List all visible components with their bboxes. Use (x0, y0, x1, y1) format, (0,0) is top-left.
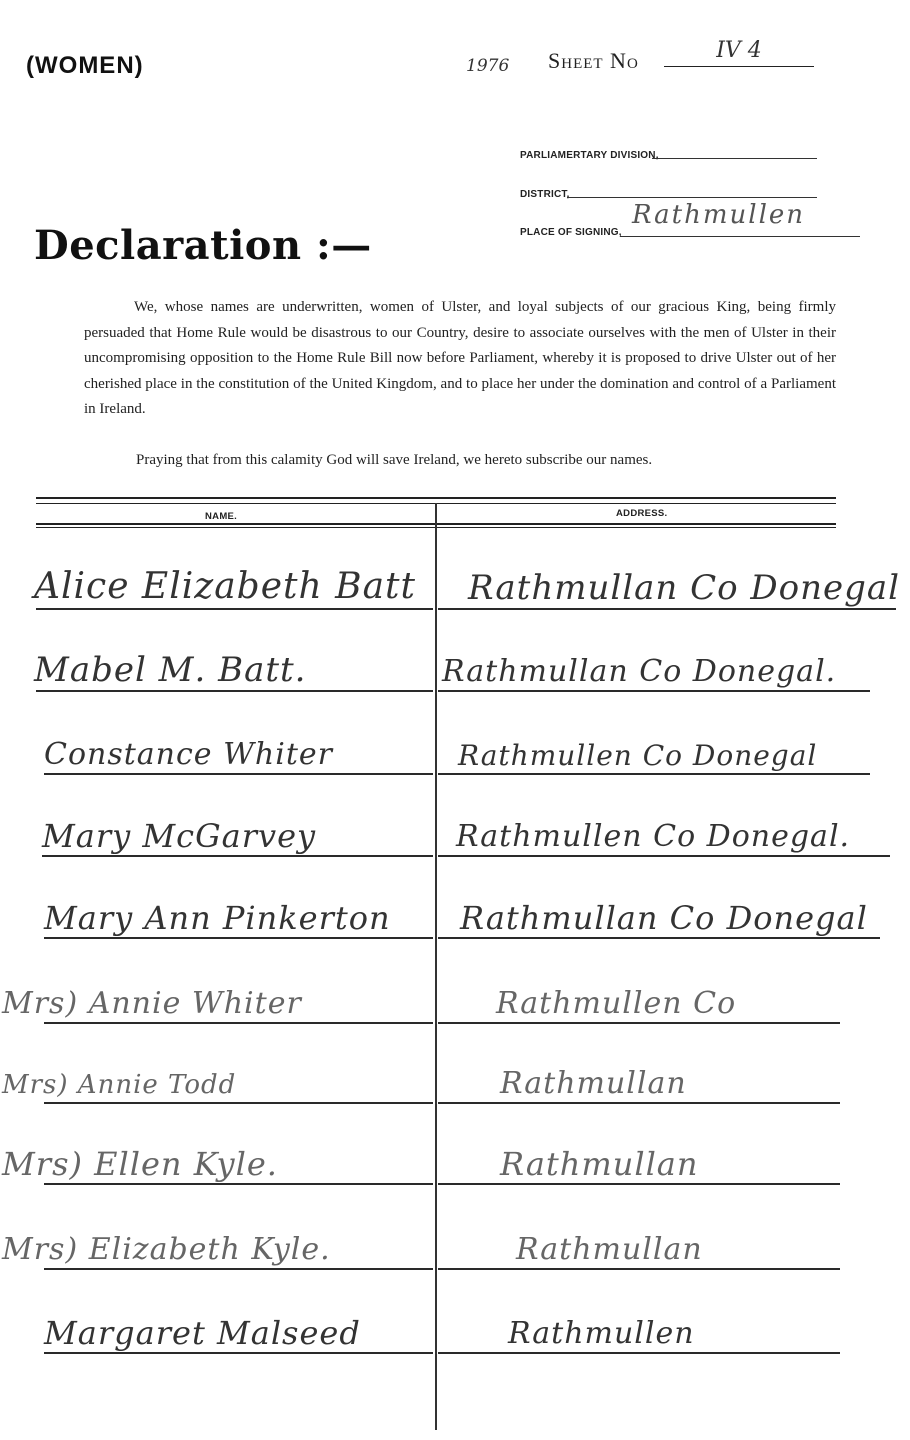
signer-name: Alice Elizabeth Batt (34, 566, 416, 607)
signer-name: Mabel M. Batt. (34, 650, 307, 690)
address-signature-line (438, 1102, 840, 1104)
sheet-number-label: Sheet No (548, 48, 639, 73)
signer-address: Rathmullan (500, 1066, 687, 1101)
signer-name: Mary Ann Pinkerton (44, 899, 391, 937)
women-label: (WOMEN) (26, 52, 144, 79)
column-divider (435, 503, 437, 1430)
table-top-rule (36, 497, 836, 499)
name-signature-line (44, 773, 433, 775)
sheet-number-value: IV 4 (664, 38, 814, 67)
place-of-signing-value: Rathmullen (632, 200, 806, 230)
address-signature-line (438, 1022, 840, 1024)
name-signature-line (36, 608, 433, 610)
signer-address: Rathmullen Co Donegal. (456, 819, 851, 854)
address-signature-line (438, 608, 896, 610)
signer-address: Rathmullan Co Donegal. (442, 654, 837, 689)
signer-name: Mrs) Annie Whiter (2, 986, 302, 1021)
address-column-header: ADDRESS. (616, 508, 668, 519)
declaration-paragraph (84, 295, 836, 423)
name-signature-line (44, 1268, 433, 1270)
declaration-title: Declaration :— (34, 222, 372, 269)
signer-address: Rathmullen (508, 1316, 695, 1351)
address-signature-line (438, 1268, 840, 1270)
signer-name: Mrs) Ellen Kyle. (2, 1145, 278, 1183)
district-line (567, 197, 817, 198)
signer-address: Rathmullan Co Donegal (468, 568, 901, 608)
name-signature-line (44, 1102, 433, 1104)
place-of-signing-line (620, 236, 860, 237)
name-signature-line (36, 690, 433, 692)
address-signature-line (438, 690, 870, 692)
name-signature-line (42, 855, 433, 857)
address-signature-line (438, 1183, 840, 1185)
address-signature-line (438, 1352, 840, 1354)
signer-name: Mrs) Elizabeth Kyle. (2, 1232, 331, 1267)
name-signature-line (44, 1022, 433, 1024)
address-signature-line (438, 855, 890, 857)
signer-address: Rathmullen Co (496, 986, 737, 1021)
signer-name: Constance Whiter (44, 737, 333, 772)
signer-address: Rathmullen Co Donegal (458, 739, 818, 772)
signer-name: Margaret Malseed (44, 1314, 361, 1352)
address-signature-line (438, 773, 870, 775)
declaration-text: We, whose names are underwritten, women of Ulster, and loyal subjects of our gracious King, being firmly persuaded that Home Rule would be disastrous to our Country, desire to associate ourselves with the men of Ulster in their uncompromising opposition to the Home Rule Bill now before Parliament, whereby it is proposed to drive Ulster out of her cherished place in the constitution of the United Kingdom, and to place her under the domination and control of a Parliament in Ireland. (84, 299, 836, 417)
place-of-signing-label: PLACE OF SIGNING, (520, 227, 622, 238)
parliamentary-division-label: PARLIAMERTARY DIVISION, (520, 150, 659, 161)
signer-address: Rathmullan (500, 1145, 699, 1183)
district-label: DISTRICT, (520, 189, 570, 200)
signer-address: Rathmullan (516, 1232, 703, 1267)
name-signature-line (44, 1352, 433, 1354)
name-signature-line (44, 1183, 433, 1185)
praying-line: Praying that from this calamity God will save Ireland, we hereto subscribe our names. (136, 452, 653, 468)
name-signature-line (44, 937, 433, 939)
parliamentary-division-line (652, 158, 817, 159)
year-note: 1976 (466, 56, 510, 76)
address-signature-line (438, 937, 880, 939)
signer-address: Rathmullan Co Donegal (460, 899, 868, 937)
name-column-header: NAME. (205, 511, 238, 522)
signer-name: Mary McGarvey (42, 817, 317, 855)
signer-name: Mrs) Annie Todd (2, 1070, 237, 1100)
